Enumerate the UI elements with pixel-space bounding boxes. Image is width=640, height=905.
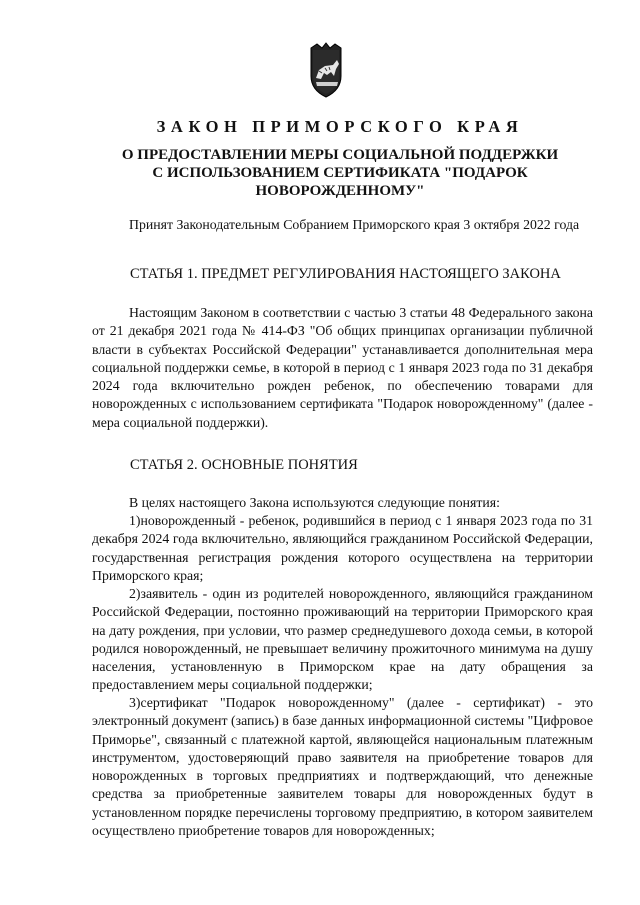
subtitle-line: С ИСПОЛЬЗОВАНИЕМ СЕРТИФИКАТА "ПОДАРОК [152,165,528,181]
law-subtitle [110,146,570,200]
definition-item-3: 3)сертификат "Подарок новорожденному" (далее - сертификат) - это электронный документ (запись) в базе данных информационной системы "Цифровое Приморье", связанный с платежной картой, являющейся национальным платежным инструментом, удостоверяющий право заявителя на приобретение товаров для новорожденных в торговых предприятиях и подтверждающий, что денежные средства за приобретенные заявителем товары для новорожденных будут в установленном порядке перечислены торговому предприятию, в котором заявителем осуществлено приобретение товаров для новорожденных; [92,695,593,839]
subtitle-line: О ПРЕДОСТАВЛЕНИИ МЕРЫ СОЦИАЛЬНОЙ ПОДДЕРЖКИ [121,147,559,163]
article-2-intro: В целях настоящего Закона используются следующие понятия: [129,495,500,510]
law-title: ЗАКОН ПРИМОРСКОГО КРАЯ [156,117,524,136]
coat-of-arms-icon [307,42,345,98]
definition-item-1: 1)новорожденный - ребенок, родившийся в период с 1 января 2023 года по 31 декабря 2024 года включительно, являющийся гражданином Российской Федерации, государственная регистрация рождения которого осуществлена на территории Приморского края; [92,513,593,583]
article-1-text: Настоящим Законом в соответствии с частью 3 статьи 48 Федерального закона от 21 декабря 2021 года № 414-ФЗ "Об общих принципах организации публичной власти в субъектах Российской Федерации" устанавливается дополнительная мера социальной поддержки семье, в которой в период с 1 января 2023 года по 31 декабря 2024 года включительно рожден ребенок, по обеспечению товарами для новорожденных с использованием сертификата "Подарок новорожденному" (далее - мера социальной поддержки). [92,305,593,430]
article-2-heading: СТАТЬЯ 2. ОСНОВНЫЕ ПОНЯТИЯ [130,457,358,473]
adoption-note: Принят Законодательным Собранием Приморского края 3 октября 2022 года [129,217,580,232]
subtitle-line: НОВОРОЖДЕННОМУ" [255,183,425,199]
article-1-heading: СТАТЬЯ 1. ПРЕДМЕТ РЕГУЛИРОВАНИЯ НАСТОЯЩЕГО ЗАКОНА [130,266,561,282]
definition-item-2: 2)заявитель - один из родителей новорожденного, являющийся гражданином Российской Федерации, постоянно проживающий на территории Приморского края на дату рождения, при условии, что размер среднедушевого дохода семьи, в которой родился новорожденный, не превышает величину прожиточного минимума на душу населения, установленную в Приморском крае на дату обращения за предоставлением меры социальной поддержки; [92,586,593,693]
